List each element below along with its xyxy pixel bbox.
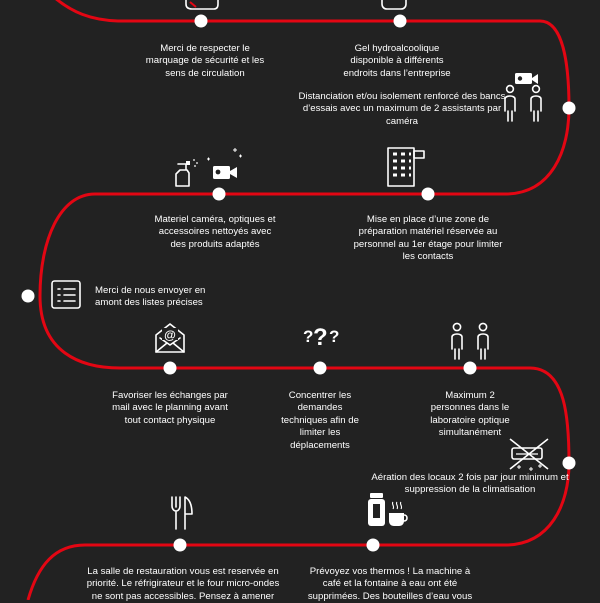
timeline-node (394, 15, 407, 28)
checklist-icon (52, 281, 80, 308)
step-text-optical-lab: Maximum 2 personnes dans le laboratoire optique simultanément (430, 390, 510, 439)
email-icon (156, 324, 184, 352)
step-text-preparation-zone: Mise en place d’une zone de préparation matériel réservée au personnel au 1er étage pour limiter les contacts (353, 214, 503, 263)
timeline-node (314, 362, 327, 375)
step-text-thermos: Prévoyez vos thermos ! La machine à café et la fontaine à eau ont été supprimées. Des bouteilles d’eau vous (307, 566, 473, 602)
timeline-node (22, 290, 35, 303)
step-text-email-exchanges: Favoriser les échanges par mail avec le planning avant tout contact physique (112, 390, 228, 426)
question-marks-icon (303, 324, 339, 351)
step-text-gel: Gel hydroalcoolique disponible à différents endroits dans l’entreprise (343, 43, 451, 79)
no-air-conditioning-icon (510, 439, 548, 471)
timeline-node (213, 188, 226, 201)
timeline-node (464, 362, 477, 375)
timeline-node (367, 539, 380, 552)
step-text-distancing: Distanciation et/ou isolement renforcé des bancs d’essais avec un maximum de 2 assistants par caméra (298, 91, 506, 127)
step-text-send-lists: Merci de nous envoyer en amont des listes précises (95, 285, 206, 309)
cutlery-icon (172, 497, 192, 529)
svg-text:@: @ (164, 328, 176, 342)
spray-camera-icon (176, 148, 242, 186)
timeline-node (563, 102, 576, 115)
step-text-ventilation: Aération des locaux 2 fois par jour minimum et suppression de la climatisation (371, 472, 569, 496)
building-icon (388, 148, 424, 186)
step-text-equipment-cleaning: Materiel caméra, optiques et accessoires nettoyés avec des produits adaptés (154, 214, 276, 250)
svg-text:?: ? (303, 327, 314, 346)
timeline-node (195, 15, 208, 28)
timeline-node (174, 539, 187, 552)
floor-marking-icon (186, 0, 218, 9)
svg-text:?: ? (329, 327, 340, 346)
step-text-technical-requests: Concentrer les demandes techniques afin de limiter les déplacements (281, 390, 359, 451)
thermos-cup-icon (368, 493, 407, 526)
step-text-floor-marking: Merci de respecter le marquage de sécurité et les sens de circulation (145, 43, 265, 79)
gel-dispenser-icon (382, 0, 406, 9)
step-text-dining-room: La salle de restauration vous est reservée en priorité. Le réfrigirateur et le four micro-ondes ne sont pas accessibles. Pensez à amener (86, 566, 280, 602)
svg-text:?: ? (313, 324, 328, 351)
two-people-icon (452, 323, 488, 359)
timeline-node (422, 188, 435, 201)
timeline-node (164, 362, 177, 375)
timeline-node (563, 457, 576, 470)
